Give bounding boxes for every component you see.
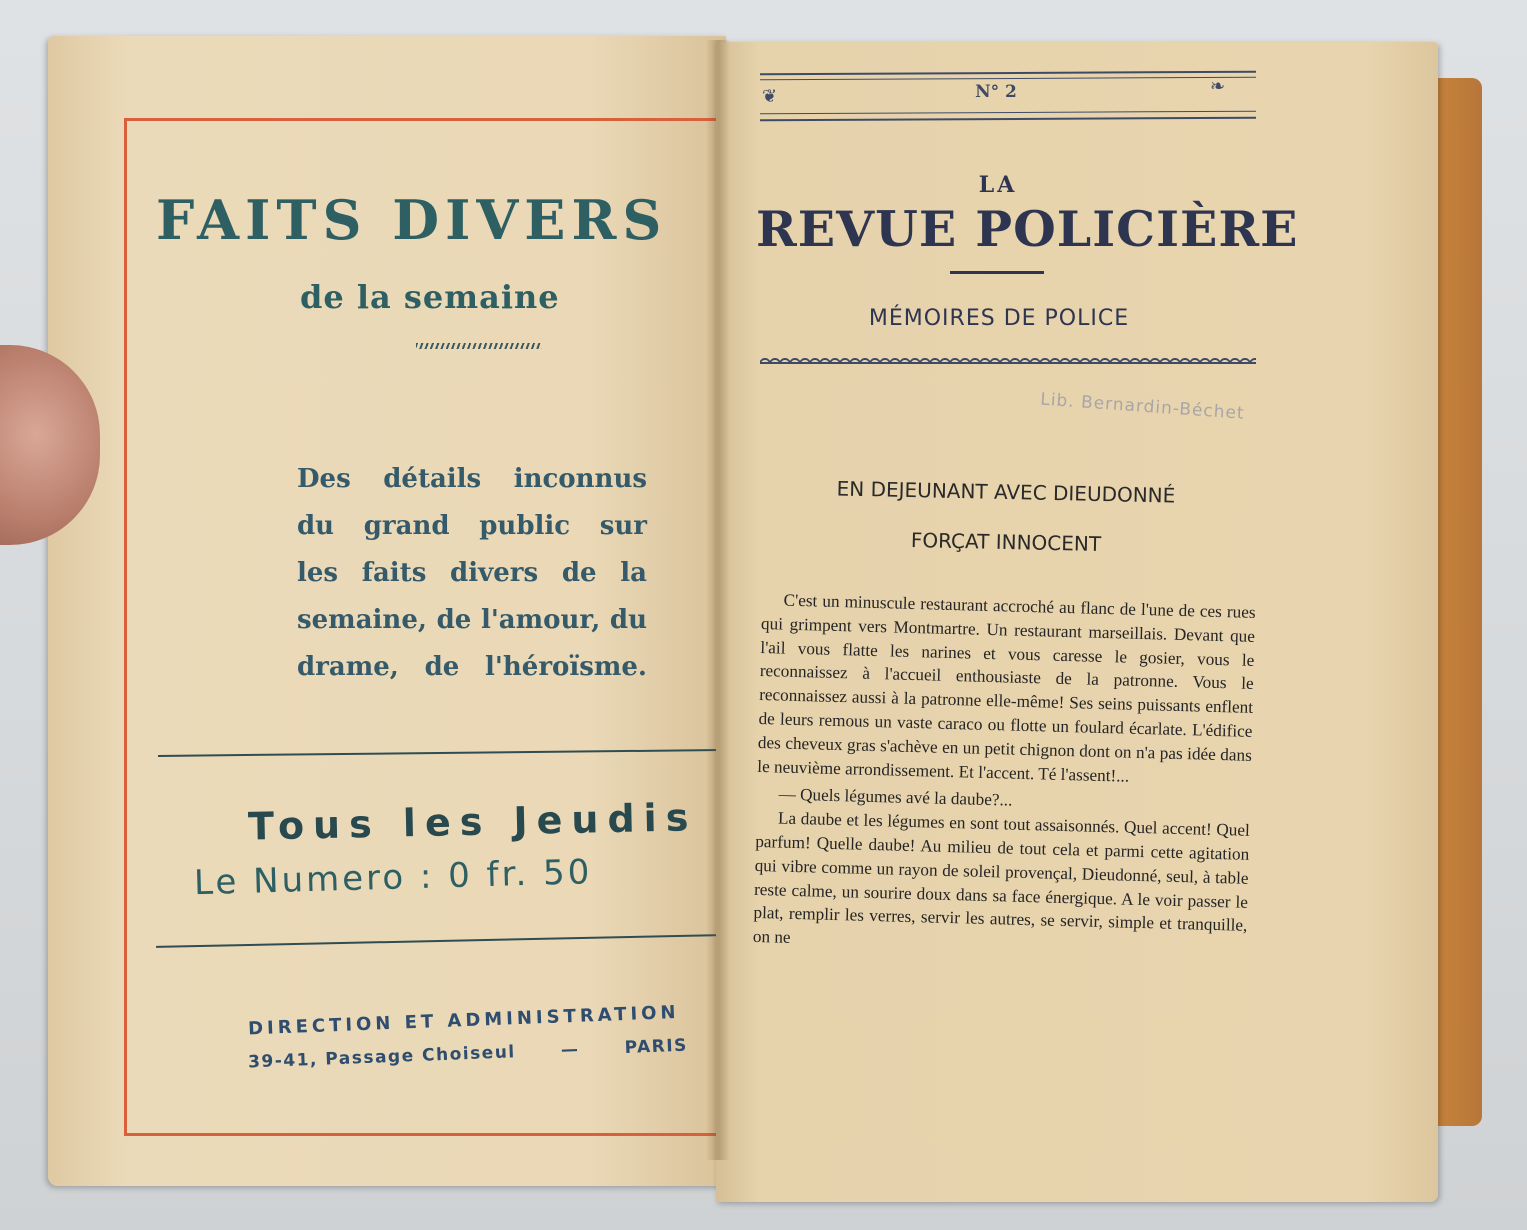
masthead-underline [950,271,1044,274]
address-city: PARIS [624,1035,689,1058]
pencil-annotation: Lib. Bernardin-Béchet [1039,389,1246,424]
address-dash: — [560,1039,580,1061]
masthead-article: LA [978,172,1018,198]
article-paragraph: C'est un minuscule restaurant accroché au flanc de l'une de ces rues qui grimpent vers Montmartre. Un restaurant marseillais. Devant que l'ail vous flatte les narines et vous caresse le gosier, vous le reconnaissez à l'accueil enthousiaste de la patronne. Vous le reconnaissez aussi à la patronne elle-même! Ses seins puissants enflent de leurs remous un vaste caraco ou flotte un foulard écarlate. L'édifice des cheveux gras s'achève en un petit chignon dont on n'a pas idée dans le neuvième arrondissement. Et l'accent. Té l'assent!... [757,590,1256,786]
faits-divers-title: FAITS DIVERS [156,188,668,252]
faits-divers-subtitle: de la semaine [300,278,560,316]
ornament-dashes [416,343,542,349]
description-line: les faits divers de la [297,558,647,588]
issue-number: N° 2 [975,82,1017,102]
description-line: Des détails inconnus [297,464,647,494]
description-line: semaine, de l'amour, du [297,605,647,635]
publication-schedule: Tous les Jeudis [247,795,698,849]
book-gutter [706,40,730,1160]
article-dialog: — Quels légumes avé la daube?... [778,784,1013,810]
article-body [753,588,1256,962]
section-title: MÉMOIRES DE POLICE [868,306,1130,331]
description-line: du grand public sur [297,511,647,541]
description-line: drame, de l'héroïsme. [297,652,647,682]
article-title: EN DEJEUNANT AVEC DIEUDONNÉ [836,476,1176,508]
direction-heading: DIRECTION ET ADMINISTRATION [247,1001,680,1040]
wavy-rule [760,354,1256,364]
fleuron-ornament-icon: ❧ [1210,76,1226,97]
article-subtitle: FORÇAT INNOCENT [910,528,1102,556]
issue-price: Le Numero : 0 fr. 50 [193,852,593,904]
faits-divers-description [297,456,647,691]
masthead-title: REVUE POLICIÈRE [756,200,1299,258]
article-paragraph: La daube et les légumes en sont tout assaisonnés. Quel accent! Quel parfum! Quelle daube! Au milieu de tout cela et parmi cette agitation qui vibre comme un rayon de soleil provençal, Dieudonné, seul, à table reste calme, un sourire doux dans sa face énergique. A le voir passer le plat, remplir les verres, servir les autres, se servir, simple et tranquille, on ne [752,808,1251,948]
address-street: 39-41, Passage Choiseul [247,1042,517,1073]
fleuron-ornament-icon: ❦ [762,86,778,107]
